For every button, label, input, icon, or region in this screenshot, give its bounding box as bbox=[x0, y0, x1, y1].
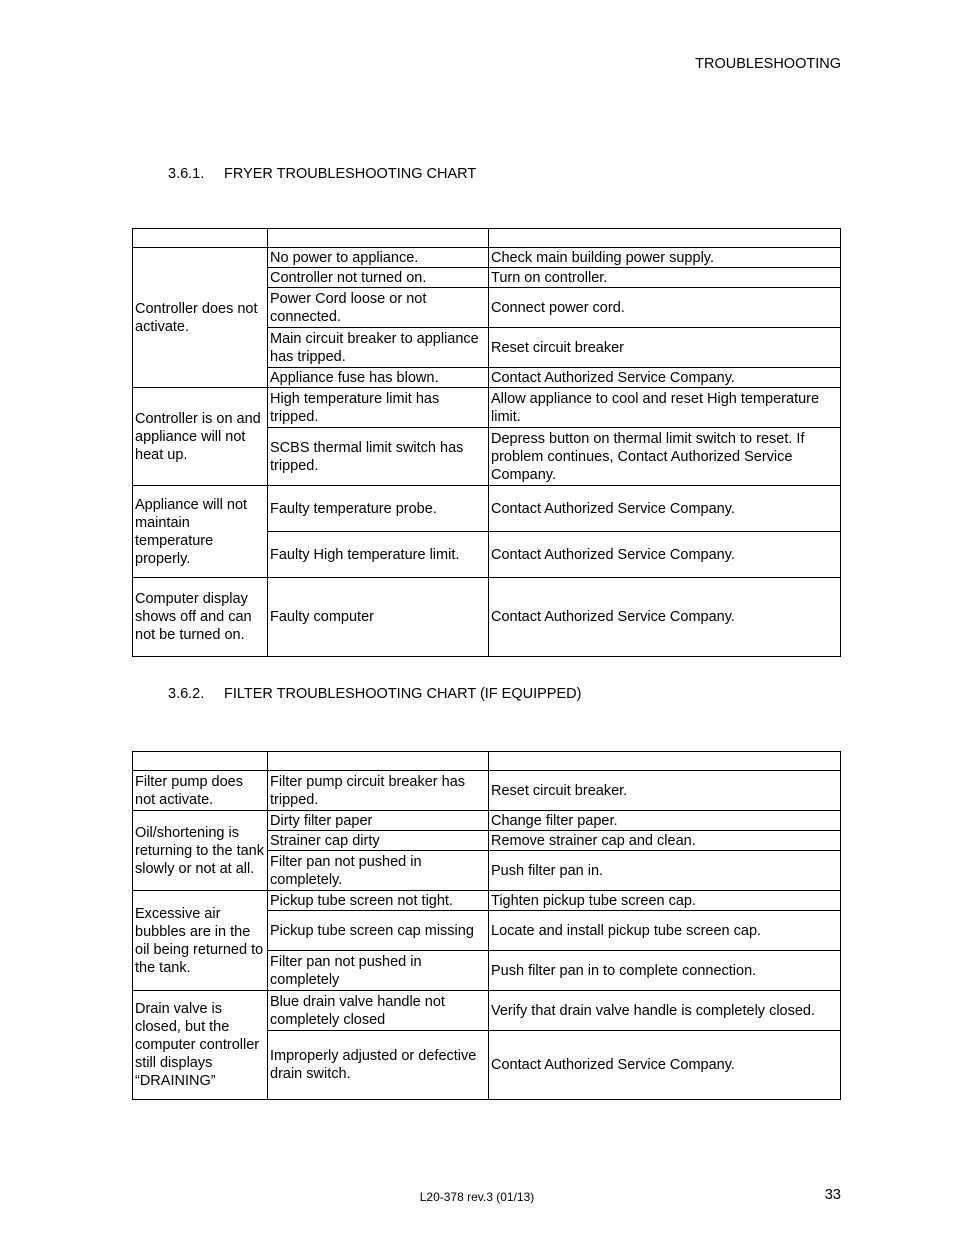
remedy-cell: Verify that drain valve handle is completely closed. bbox=[489, 991, 841, 1031]
filter-section-title: FILTER TROUBLESHOOTING CHART (IF EQUIPPED) bbox=[224, 686, 582, 702]
filter-troubleshooting-table bbox=[132, 751, 841, 1100]
table-row bbox=[133, 578, 841, 657]
remedy-cell: Contact Authorized Service Company. bbox=[489, 578, 841, 657]
table-row bbox=[133, 771, 841, 811]
remedy-cell: Push filter pan in. bbox=[489, 851, 841, 891]
page-number: 33 bbox=[824, 1187, 841, 1203]
table-row bbox=[133, 991, 841, 1031]
problem-cell: Controller is on and appliance will not heat up. bbox=[133, 388, 268, 486]
cause-cell: Faulty temperature probe. bbox=[268, 486, 489, 532]
table-row bbox=[133, 486, 841, 532]
cause-cell: Appliance fuse has blown. bbox=[268, 368, 489, 388]
remedy-cell: Depress button on thermal limit switch to reset. If problem continues, Contact Authorized Service Company. bbox=[489, 428, 841, 486]
cause-cell: SCBS thermal limit switch has tripped. bbox=[268, 428, 489, 486]
problem-cell: Filter pump does not activate. bbox=[133, 771, 268, 811]
remedy-cell: Remove strainer cap and clean. bbox=[489, 831, 841, 851]
cause-cell: Pickup tube screen cap missing bbox=[268, 911, 489, 951]
cause-cell: High temperature limit has tripped. bbox=[268, 388, 489, 428]
table-header-row bbox=[133, 229, 841, 248]
table-row bbox=[133, 891, 841, 911]
cause-cell: Blue drain valve handle not completely closed bbox=[268, 991, 489, 1031]
document-id: L20-378 rev.3 (01/13) bbox=[419, 1190, 535, 1204]
remedy-cell: Locate and install pickup tube screen cap. bbox=[489, 911, 841, 951]
cause-cell: Faulty High temperature limit. bbox=[268, 532, 489, 578]
remedy-cell: Push filter pan in to complete connection. bbox=[489, 951, 841, 991]
remedy-cell: Tighten pickup tube screen cap. bbox=[489, 891, 841, 911]
cause-cell: Faulty computer bbox=[268, 578, 489, 657]
problem-cell: Excessive air bubbles are in the oil being returned to the tank. bbox=[133, 891, 268, 991]
filter-section-number: 3.6.2. bbox=[168, 686, 205, 702]
remedy-cell: Contact Authorized Service Company. bbox=[489, 486, 841, 532]
cause-cell: Filter pan not pushed in completely bbox=[268, 951, 489, 991]
cause-cell: Main circuit breaker to appliance has tripped. bbox=[268, 328, 489, 368]
problem-cell: Controller does not activate. bbox=[133, 248, 268, 388]
cause-cell: Filter pan not pushed in completely. bbox=[268, 851, 489, 891]
fryer-section-number: 3.6.1. bbox=[168, 166, 205, 182]
cause-cell: Dirty filter paper bbox=[268, 811, 489, 831]
cause-cell: Power Cord loose or not connected. bbox=[268, 288, 489, 328]
remedy-cell: Contact Authorized Service Company. bbox=[489, 1031, 841, 1100]
running-header: TROUBLESHOOTING bbox=[695, 56, 841, 72]
table-row bbox=[133, 248, 841, 268]
cause-cell: Strainer cap dirty bbox=[268, 831, 489, 851]
table-row bbox=[133, 388, 841, 428]
table-header-row bbox=[133, 752, 841, 771]
remedy-cell: Connect power cord. bbox=[489, 288, 841, 328]
cause-cell: No power to appliance. bbox=[268, 248, 489, 268]
problem-cell: Drain valve is closed, but the computer controller still displays “DRAINING” bbox=[133, 991, 268, 1100]
remedy-cell: Turn on controller. bbox=[489, 268, 841, 288]
problem-cell: Oil/shortening is returning to the tank slowly or not at all. bbox=[133, 811, 268, 891]
remedy-cell: Reset circuit breaker bbox=[489, 328, 841, 368]
cause-cell: Filter pump circuit breaker has tripped. bbox=[268, 771, 489, 811]
fryer-section-heading bbox=[168, 166, 476, 182]
remedy-cell: Reset circuit breaker. bbox=[489, 771, 841, 811]
problem-cell: Appliance will not maintain temperature properly. bbox=[133, 486, 268, 578]
remedy-cell: Contact Authorized Service Company. bbox=[489, 368, 841, 388]
remedy-cell: Change filter paper. bbox=[489, 811, 841, 831]
fryer-section-title: FRYER TROUBLESHOOTING CHART bbox=[224, 166, 477, 182]
cause-cell: Improperly adjusted or defective drain switch. bbox=[268, 1031, 489, 1100]
cause-cell: Pickup tube screen not tight. bbox=[268, 891, 489, 911]
problem-cell: Computer display shows off and can not be turned on. bbox=[133, 578, 268, 657]
filter-section-heading bbox=[168, 686, 581, 702]
cause-cell: Controller not turned on. bbox=[268, 268, 489, 288]
table-row bbox=[133, 811, 841, 831]
remedy-cell: Contact Authorized Service Company. bbox=[489, 532, 841, 578]
remedy-cell: Allow appliance to cool and reset High temperature limit. bbox=[489, 388, 841, 428]
fryer-troubleshooting-table bbox=[132, 228, 841, 657]
remedy-cell: Check main building power supply. bbox=[489, 248, 841, 268]
